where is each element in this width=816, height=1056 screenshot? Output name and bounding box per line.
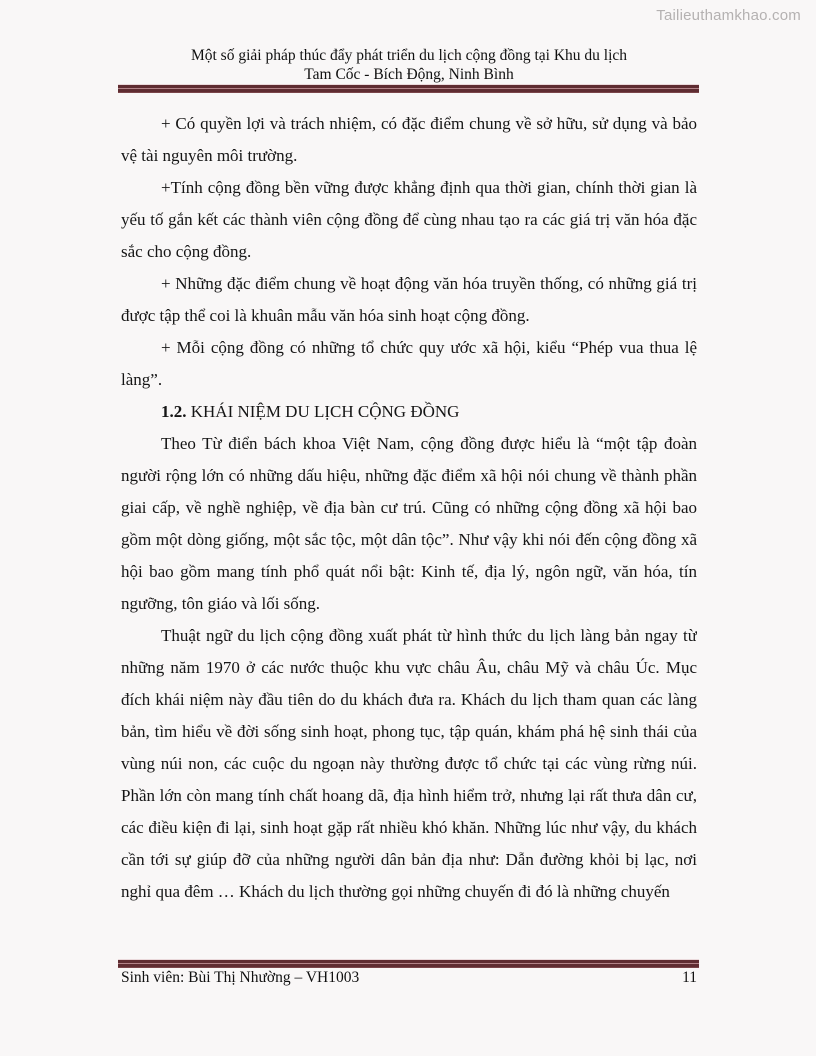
paragraph: Theo Từ điển bách khoa Việt Nam, cộng đồng được hiểu là “một tập đoàn người rộng lớn có những dấu hiệu, những đặc điểm xã hội nói chung về thành phần giai cấp, về nghề nghiệp, về địa bàn cư trú. Cũng có những cộng đồng xã hội bao gồm một dòng giống, một sắc tộc, một dân tộc”. Như vậy khi nói đến cộng đồng xã hội bao gồm mang tính phổ quát nổi bật: Kinh tế, địa lý, ngôn ngữ, văn hóa, tín ngưỡng, tôn giáo và lối sống. xyxy=(121,434,697,613)
footer-double-rule xyxy=(118,959,699,968)
watermark-text: Tailieuthamkhao.com xyxy=(656,7,801,24)
section-heading xyxy=(121,396,697,428)
header-title-line2: Tam Cốc - Bích Động, Ninh Bình xyxy=(304,66,514,83)
student-info: Sinh viên: Bùi Thị Nhường – VH1003 xyxy=(121,969,360,986)
paragraph: + Những đặc điểm chung về hoạt động văn hóa truyền thống, có những giá trị được tập thể coi là khuân mẫu văn hóa sinh hoạt cộng đồng. xyxy=(121,274,697,325)
paragraph: + Có quyền lợi và trách nhiệm, có đặc điểm chung về sở hữu, sử dụng và bảo vệ tài nguyên môi trường. xyxy=(121,114,697,165)
page-header xyxy=(120,46,698,84)
paragraph: +Tính cộng đồng bền vững được khẳng định qua thời gian, chính thời gian là yếu tố gắn kết các thành viên cộng đồng để cùng nhau tạo ra các giá trị văn hóa đặc sắc cho cộng đồng. xyxy=(121,178,697,261)
page-number: 11 xyxy=(682,969,697,986)
paragraph: + Mỗi cộng đồng có những tổ chức quy ước xã hội, kiểu “Phép vua thua lệ làng”. xyxy=(121,338,697,389)
document-body xyxy=(121,108,697,954)
section-number: 1.2. xyxy=(161,402,187,421)
page-footer xyxy=(121,968,697,988)
paragraph: Thuật ngữ du lịch cộng đồng xuất phát từ hình thức du lịch làng bản ngay từ những năm 1970 ở các nước thuộc khu vực châu Âu, châu Mỹ và châu Úc. Mục đích khái niệm này đầu tiên do du khách đưa ra. Khách du lịch tham quan các làng bản, tìm hiểu về đời sống sinh hoạt, phong tục, tập quán, khám phá hệ sinh thái của vùng núi non, các cuộc du ngoạn này thường được tổ chức tại các vùng rừng núi. Phần lớn còn mang tính chất hoang dã, địa hình hiểm trở, nhưng lại rất thưa dân cư, các điều kiện đi lại, sinh hoạt gặp rất nhiều khó khăn. Những lúc như vậy, du khách cần tới sự giúp đỡ của những người dân bản địa như: Dẫn đường khỏi bị lạc, nơi nghỉ qua đêm … Khách du lịch thường gọi những chuyến đi đó là những chuyến xyxy=(121,626,697,901)
header-double-rule xyxy=(118,84,699,93)
header-title-line1: Một số giải pháp thúc đẩy phát triển du lịch cộng đồng tại Khu du lịch xyxy=(190,47,628,64)
section-title: KHÁI NIỆM DU LỊCH CỘNG ĐỒNG xyxy=(186,402,460,421)
